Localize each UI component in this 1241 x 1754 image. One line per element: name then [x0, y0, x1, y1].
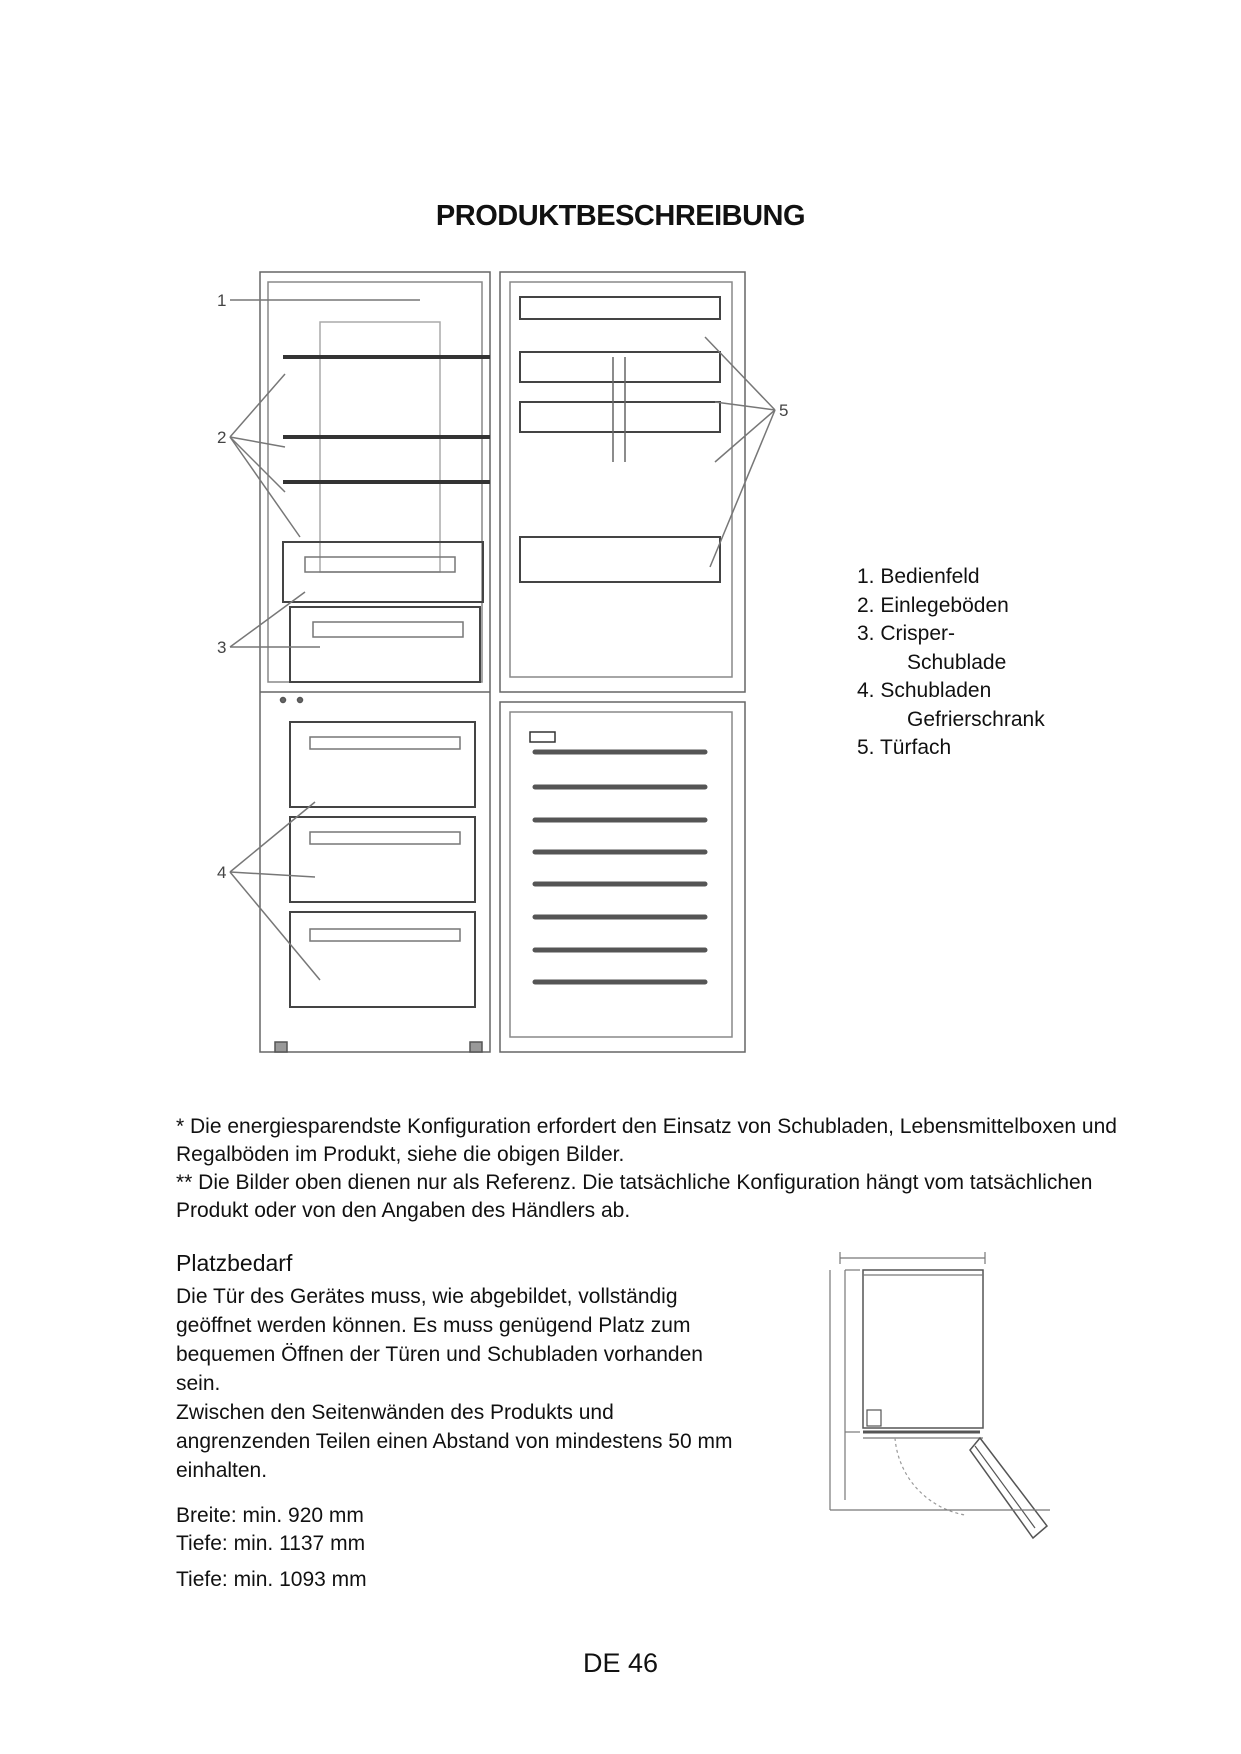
- legend-continuation: Gefrierschrank: [907, 707, 1045, 731]
- configuration-notes: [176, 1113, 1136, 1225]
- legend-number: 3.: [857, 622, 875, 645]
- space-text: [176, 1282, 736, 1485]
- legend-number: 1.: [857, 565, 875, 588]
- legend-item: [857, 677, 1045, 706]
- legend-item: [857, 563, 1045, 592]
- note-energy: * Die energiesparendste Konfiguration erfordert den Einsatz von Schubladen, Lebensmittelboxen und Regalböden im Produkt, siehe die obigen Bilder.: [176, 1115, 1117, 1166]
- legend-number: 5.: [857, 736, 875, 759]
- section-title: Platzbedarf: [176, 1250, 293, 1276]
- callout-1: 1: [217, 291, 227, 310]
- space-paragraph: Die Tür des Gerätes muss, wie abgebildet, vollständig geöffnet werden können. Es muss genügend Platz zum bequemen Öffnen der Türen und Schubladen vorhanden sein.: [176, 1285, 703, 1395]
- clearance-plan-diagram: [785, 1240, 1065, 1540]
- legend-list: [857, 563, 1045, 763]
- legend-item: [857, 734, 1045, 763]
- dimension-depth: Tiefe: min. 1137 mm: [176, 1532, 366, 1555]
- callout-2: 2: [217, 428, 227, 447]
- space-paragraph: Zwischen den Seitenwänden des Produkts und angrenzenden Teilen einen Abstand von mindestens 50 mm einhalten.: [176, 1401, 733, 1482]
- dimension-depth: Tiefe: min. 1093 mm: [176, 1568, 367, 1591]
- legend-continuation: Schublade: [907, 650, 1007, 674]
- legend-item: [857, 592, 1045, 621]
- callout-4: 4: [217, 863, 227, 882]
- legend-text: Einlegeböden: [880, 593, 1009, 617]
- dimension-width: Breite: min. 920 mm: [176, 1504, 364, 1527]
- dimensions: [176, 1502, 367, 1594]
- legend-text: Türfach: [879, 736, 952, 759]
- page-number: DE 46: [582, 1648, 659, 1678]
- page-title: PRODUKTBESCHREIBUNG: [435, 200, 806, 232]
- callout-5: 5: [779, 401, 789, 420]
- note-reference: ** Die Bilder oben dienen nur als Referenz. Die tatsächliche Konfiguration hängt vom tatsächlichen Produkt oder von den Angaben des Händlers ab.: [176, 1171, 1093, 1222]
- callout-3: 3: [217, 638, 227, 657]
- fridge-diagram: [195, 262, 795, 1092]
- legend-number: 4.: [857, 679, 875, 702]
- legend-text: Bedienfeld: [880, 565, 980, 588]
- legend-number: 2.: [857, 593, 875, 617]
- legend-text: Crisper-: [880, 622, 956, 645]
- legend-text: Schubladen: [880, 679, 992, 702]
- legend-item: [857, 620, 1045, 649]
